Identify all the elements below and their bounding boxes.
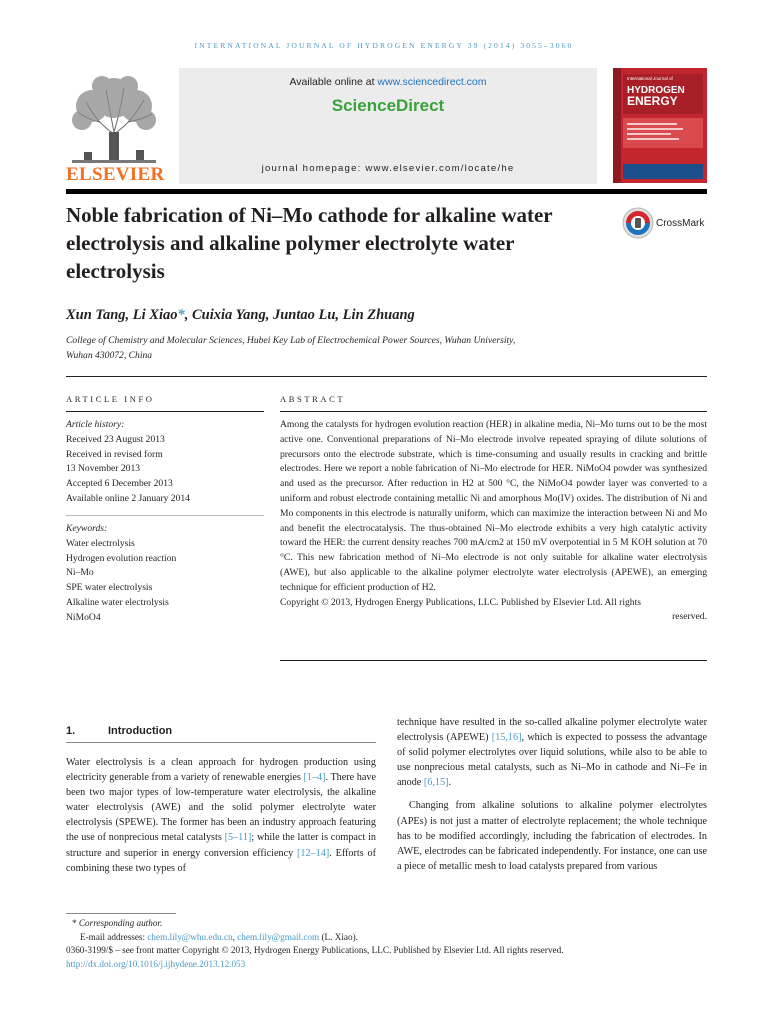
article-info-heading: ARTICLE INFO [66, 394, 155, 404]
affiliation [66, 333, 626, 363]
body-text: technique have resulted in the so-called alkaline polymer electrolyte water electrolysis (APEWE) [397, 717, 707, 744]
keywords-rule [66, 515, 264, 516]
history-item: Accepted 6 December 2013 [66, 478, 173, 490]
intro-paragraph-2: Changing from alkaline solutions to alkaline polymer electrolytes (APEs) is not just a matter of electrolyte replacement; the whole technique has to be modified accordingly, including the fabrication of electrodes. In AWE, electrodes can be fabricated independently. For instance, one can use a piece of metallic mesh to load catalysts prepared from various [397, 800, 707, 872]
body-text: . There have been two major types of low-temperature water electrolysis, the alkaline water electrolysis (AWE) and the solid polymer electrolyte water electrolysis (SPEWE). The former has been an industry approach featuring the use of nonprecious metal catalysts [66, 772, 376, 844]
cover-line3: ENERGY [627, 94, 678, 108]
abstract-heading: ABSTRACT [280, 394, 346, 404]
citation-link[interactable]: [15,16] [491, 732, 522, 744]
affiliation-line2: Wuhan 430072, China [66, 350, 153, 361]
affiliation-divider [66, 376, 707, 377]
doi-link[interactable]: http://dx.doi.org/10.1016/j.ijhydene.2013.12.053 [66, 958, 246, 969]
email-suffix: (L. Xiao). [319, 931, 358, 942]
keyword-item: Ni–Mo [66, 567, 94, 579]
body-text: Water electrolysis is a clean approach for hydrogen production using electricity generable from a variety of renewable energies [66, 757, 376, 784]
history-label: Article history: [66, 419, 125, 430]
body-text: ; while the latter is compact in structure and superior in energy conversion efficiency [66, 832, 376, 859]
available-online-line [179, 76, 597, 88]
citation-link[interactable]: [6,15] [423, 777, 449, 789]
abstract-copyright: Copyright © 2013, Hydrogen Energy Publications, LLC. Published by Elsevier Ltd. All rights [280, 596, 641, 608]
citation-link[interactable]: [1–4] [303, 772, 326, 784]
keyword-item: Alkaline water electrolysis [66, 596, 169, 608]
crossmark-icon[interactable] [622, 207, 654, 239]
article-history [66, 418, 264, 507]
publisher-name: ELSEVIER [66, 164, 165, 185]
corresponding-footnote [66, 917, 707, 931]
header-rule [66, 189, 707, 194]
sciencedirect-link[interactable]: www.sciencedirect.com [377, 76, 487, 88]
email-footnote [66, 931, 707, 945]
history-item: 13 November 2013 [66, 463, 141, 475]
keyword-item: Water electrolysis [66, 537, 135, 549]
article-info-rule [66, 411, 264, 412]
keyword-item: SPE water electrolysis [66, 582, 153, 594]
corresponding-author-mark[interactable]: * [177, 307, 185, 323]
author-list [66, 307, 415, 324]
available-online-text: Available online at [289, 76, 378, 88]
journal-cover-image [613, 68, 707, 183]
section-number: 1. [66, 725, 76, 737]
footnote-star: * [72, 918, 77, 928]
intro-left-column [66, 755, 376, 876]
citation-link[interactable]: [12–14] [297, 847, 330, 859]
keywords-block [66, 522, 264, 626]
section-title: Introduction [108, 725, 173, 737]
journal-homepage[interactable]: journal homepage: www.elsevier.com/locate/he [261, 163, 515, 174]
abstract-rule [280, 411, 707, 412]
body-text: . Efforts of combining these two types of [66, 847, 376, 874]
body-text: . [448, 777, 452, 789]
intro-heading-rule [66, 742, 376, 743]
email-separator: , [232, 931, 238, 942]
abstract-bottom-rule [280, 660, 707, 661]
history-item: Received in revised form [66, 448, 163, 460]
citation-link[interactable]: [5–11] [224, 832, 252, 844]
affiliation-line1: College of Chemistry and Molecular Sciences, Hubei Key Lab of Electrochemical Power Sources, Wuhan University, [66, 335, 516, 346]
authors-part1: Xun Tang, Li Xiao [66, 307, 178, 323]
keyword-item: Hydrogen evolution reaction [66, 552, 177, 564]
cover-line2: HYDROGEN [627, 85, 685, 96]
cover-line1: International Journal of [627, 76, 673, 81]
authors-part2: , Cuixia Yang, Juntao Lu, Lin Zhuang [184, 307, 415, 323]
history-item: Received 23 August 2013 [66, 433, 165, 445]
journal-running-head: INTERNATIONAL JOURNAL OF HYDROGEN ENERGY 39 (2014) 3055–3060 [194, 41, 574, 50]
history-item: Available online 2 January 2014 [66, 492, 190, 504]
keywords-label: Keywords: [66, 523, 108, 534]
intro-paragraph-continued [397, 715, 707, 790]
footnotes [66, 917, 707, 971]
intro-right-column [397, 715, 707, 874]
abstract-paragraph: Among the catalysts for hydrogen evolution reaction (HER) in alkaline media, Ni–Mo turns out to be the most active one. Conventional preparations of Ni–Mo electrode involve repeated spraying of dilute solutions of precursors onto the electrode substrate, which is time-consuming and usually results in cracking and brittle electrodes. Here we report a noble fabrication of Ni–Mo electrode for HER. NiMoO4 powder was synthesized and used as the precursor. After reduction in H2 at 500 °C, the NiMoO4 powder layer was converted to a uniform and robust electrode containing metallic Ni and amorphous Mo(IV) oxides. The distribution of Ni and Mo components in this electrode is naturally uniform, which can maximize the interaction between Ni and Mo and benefit the electrocatalysis. The thus-obtained Ni–Mo electrode exhibits a very high catalytic activity toward the HER: the current density reaches 700 mA/cm2 at 150 mV overpotential in 5 M KOH solution at 70 °C. This new fabrication method of Ni–Mo electrode is not only suitable for alkaline water electrolysis (AWE), but also applicable to the alkaline polymer electrolyte water electrolysis (APEWE), an emerging technique for efficient production of H2. [280, 419, 707, 593]
sciencedirect-brand: ScienceDirect [331, 96, 445, 115]
intro-paragraph-1 [66, 755, 376, 876]
abstract-body [280, 418, 707, 625]
body-text: , which is expected to possess the advantage of solid polymer electrolytes over liquid solutions, while also to be able to use nonprecious metal catalysts, such as Ni–Mo in cathode and Ni–Fe in anode [397, 732, 708, 789]
email-label: E-mail addresses: [80, 931, 148, 942]
corresponding-text: Corresponding author. [78, 918, 163, 928]
email-link[interactable]: chem.lily@whu.edu.cn [147, 931, 233, 942]
article-title: Noble fabrication of Ni–Mo cathode for alkaline water electrolysis and alkaline polymer electrolyte water electrolysis [66, 203, 553, 283]
issn-line: 0360-3199/$ – see front matter Copyright © 2013, Hydrogen Energy Publications, LLC. Published by Elsevier Ltd. All rights reserved. [66, 945, 564, 955]
keyword-item: NiMoO4 [66, 611, 101, 623]
abstract-copyright-end: reserved. [672, 611, 707, 623]
crossmark-label[interactable]: CrossMark [656, 218, 705, 229]
email-link[interactable]: chem.lily@gmail.com [237, 931, 320, 942]
section-heading-introduction [66, 725, 172, 737]
footnote-rule [66, 913, 176, 914]
